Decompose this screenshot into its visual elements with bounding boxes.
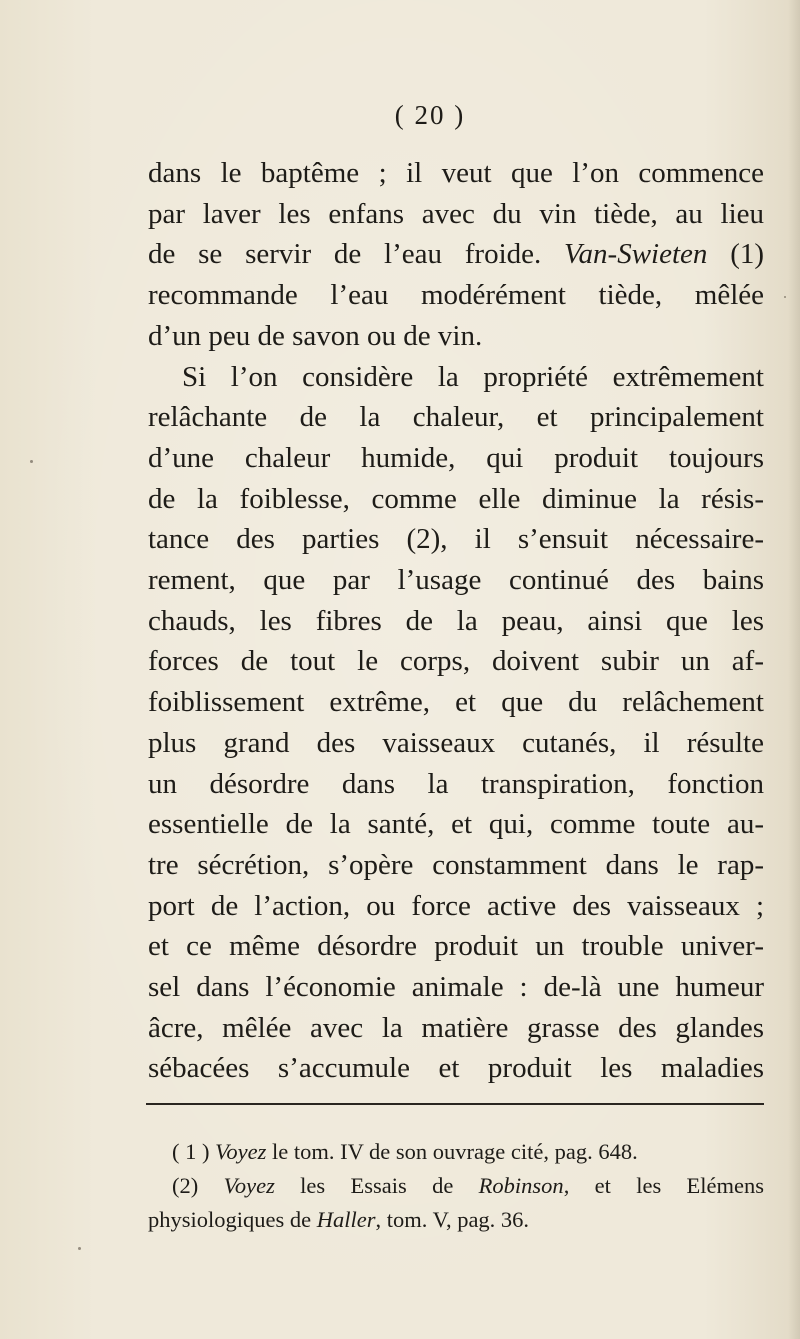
text-line: recommande l’eau modérément tiède, mêlée [148,279,764,312]
text-line: essentielle de la santé, et qui, comme toute au- [148,808,764,841]
footnote-text: le tom. IV de son ouvrage cité, pag. 648. [271,1139,638,1164]
text-line: rement, que par l’usage continué des bains [148,564,764,597]
text-line: tance des parties (2), il s’ensuit nécessaire- [148,523,764,556]
footnote-text: physiologiques de [148,1207,312,1232]
footnote-1 [148,1135,764,1169]
text-line: âcre, mêlée avec la matière grasse des glandes [148,1011,764,1044]
footnote-2-continuation [148,1203,764,1237]
footnote-marker: ( 1 ) [172,1139,210,1164]
paper-speck [78,1247,81,1250]
text-line-with-name [148,234,764,275]
text-line: forces de tout le corps, doivent subir un af- [148,645,764,678]
text-line: port de l’action, ou force active des vaisseaux ; [148,889,764,922]
text-line: relâchante de la chaleur, et principalement [148,401,764,434]
footnotes [148,1135,764,1237]
footnote-text: , et les Elémens [563,1173,765,1198]
text-fragment: de se servir de l’eau froide. [148,238,542,271]
text-line: de la foiblesse, comme elle diminue la résis- [148,482,764,515]
footnote-voyez: Voyez [223,1173,275,1198]
text-line: tre sécrétion, s’opère constamment dans le rap- [148,848,764,881]
text-line: sel dans l’économie animale : de-là une humeur [148,971,764,1004]
paragraph-start: Si l’on considère la propriété extrêmement [182,360,764,393]
footnote-text: les Essais de [300,1173,454,1198]
footnote-voyez: Voyez [215,1139,267,1164]
text-line: et ce même désordre produit un trouble univer- [148,930,764,963]
footnote-separator [146,1103,764,1105]
text-line: dans le baptême ; il veut que l’on commence [148,157,764,189]
page-edge-shadow [788,0,800,1339]
text-line: sébacées s’accumule et produit les maladies [148,1052,764,1085]
footnote-2 [148,1169,764,1203]
text-line: plus grand des vaisseaux cutanés, il résulte [148,726,764,759]
author-name: Robinson [478,1173,564,1198]
page-number: ( 20 ) [394,100,466,130]
paper-speck [30,460,33,463]
paper-speck [784,296,786,298]
main-text [148,153,764,1089]
footnote-ref: (1) [730,238,765,271]
text-line: d’une chaleur humide, qui produit toujours [148,441,764,474]
text-line: un désordre dans la transpiration, fonction [148,767,764,800]
footnote-marker: (2) [172,1173,199,1198]
footnote-text: , tom. V, pag. 36. [375,1207,530,1232]
author-name: Van-Swieten [564,238,708,271]
text-line: par laver les enfans avec du vin tiède, au lieu [148,197,764,230]
text-line: foiblissement extrême, et que du relâchement [148,686,764,719]
text-line: chauds, les fibres de la peau, ainsi que les [148,604,764,637]
author-name: Haller [316,1207,376,1232]
text-line: d’un peu de savon ou de vin. [148,319,483,352]
